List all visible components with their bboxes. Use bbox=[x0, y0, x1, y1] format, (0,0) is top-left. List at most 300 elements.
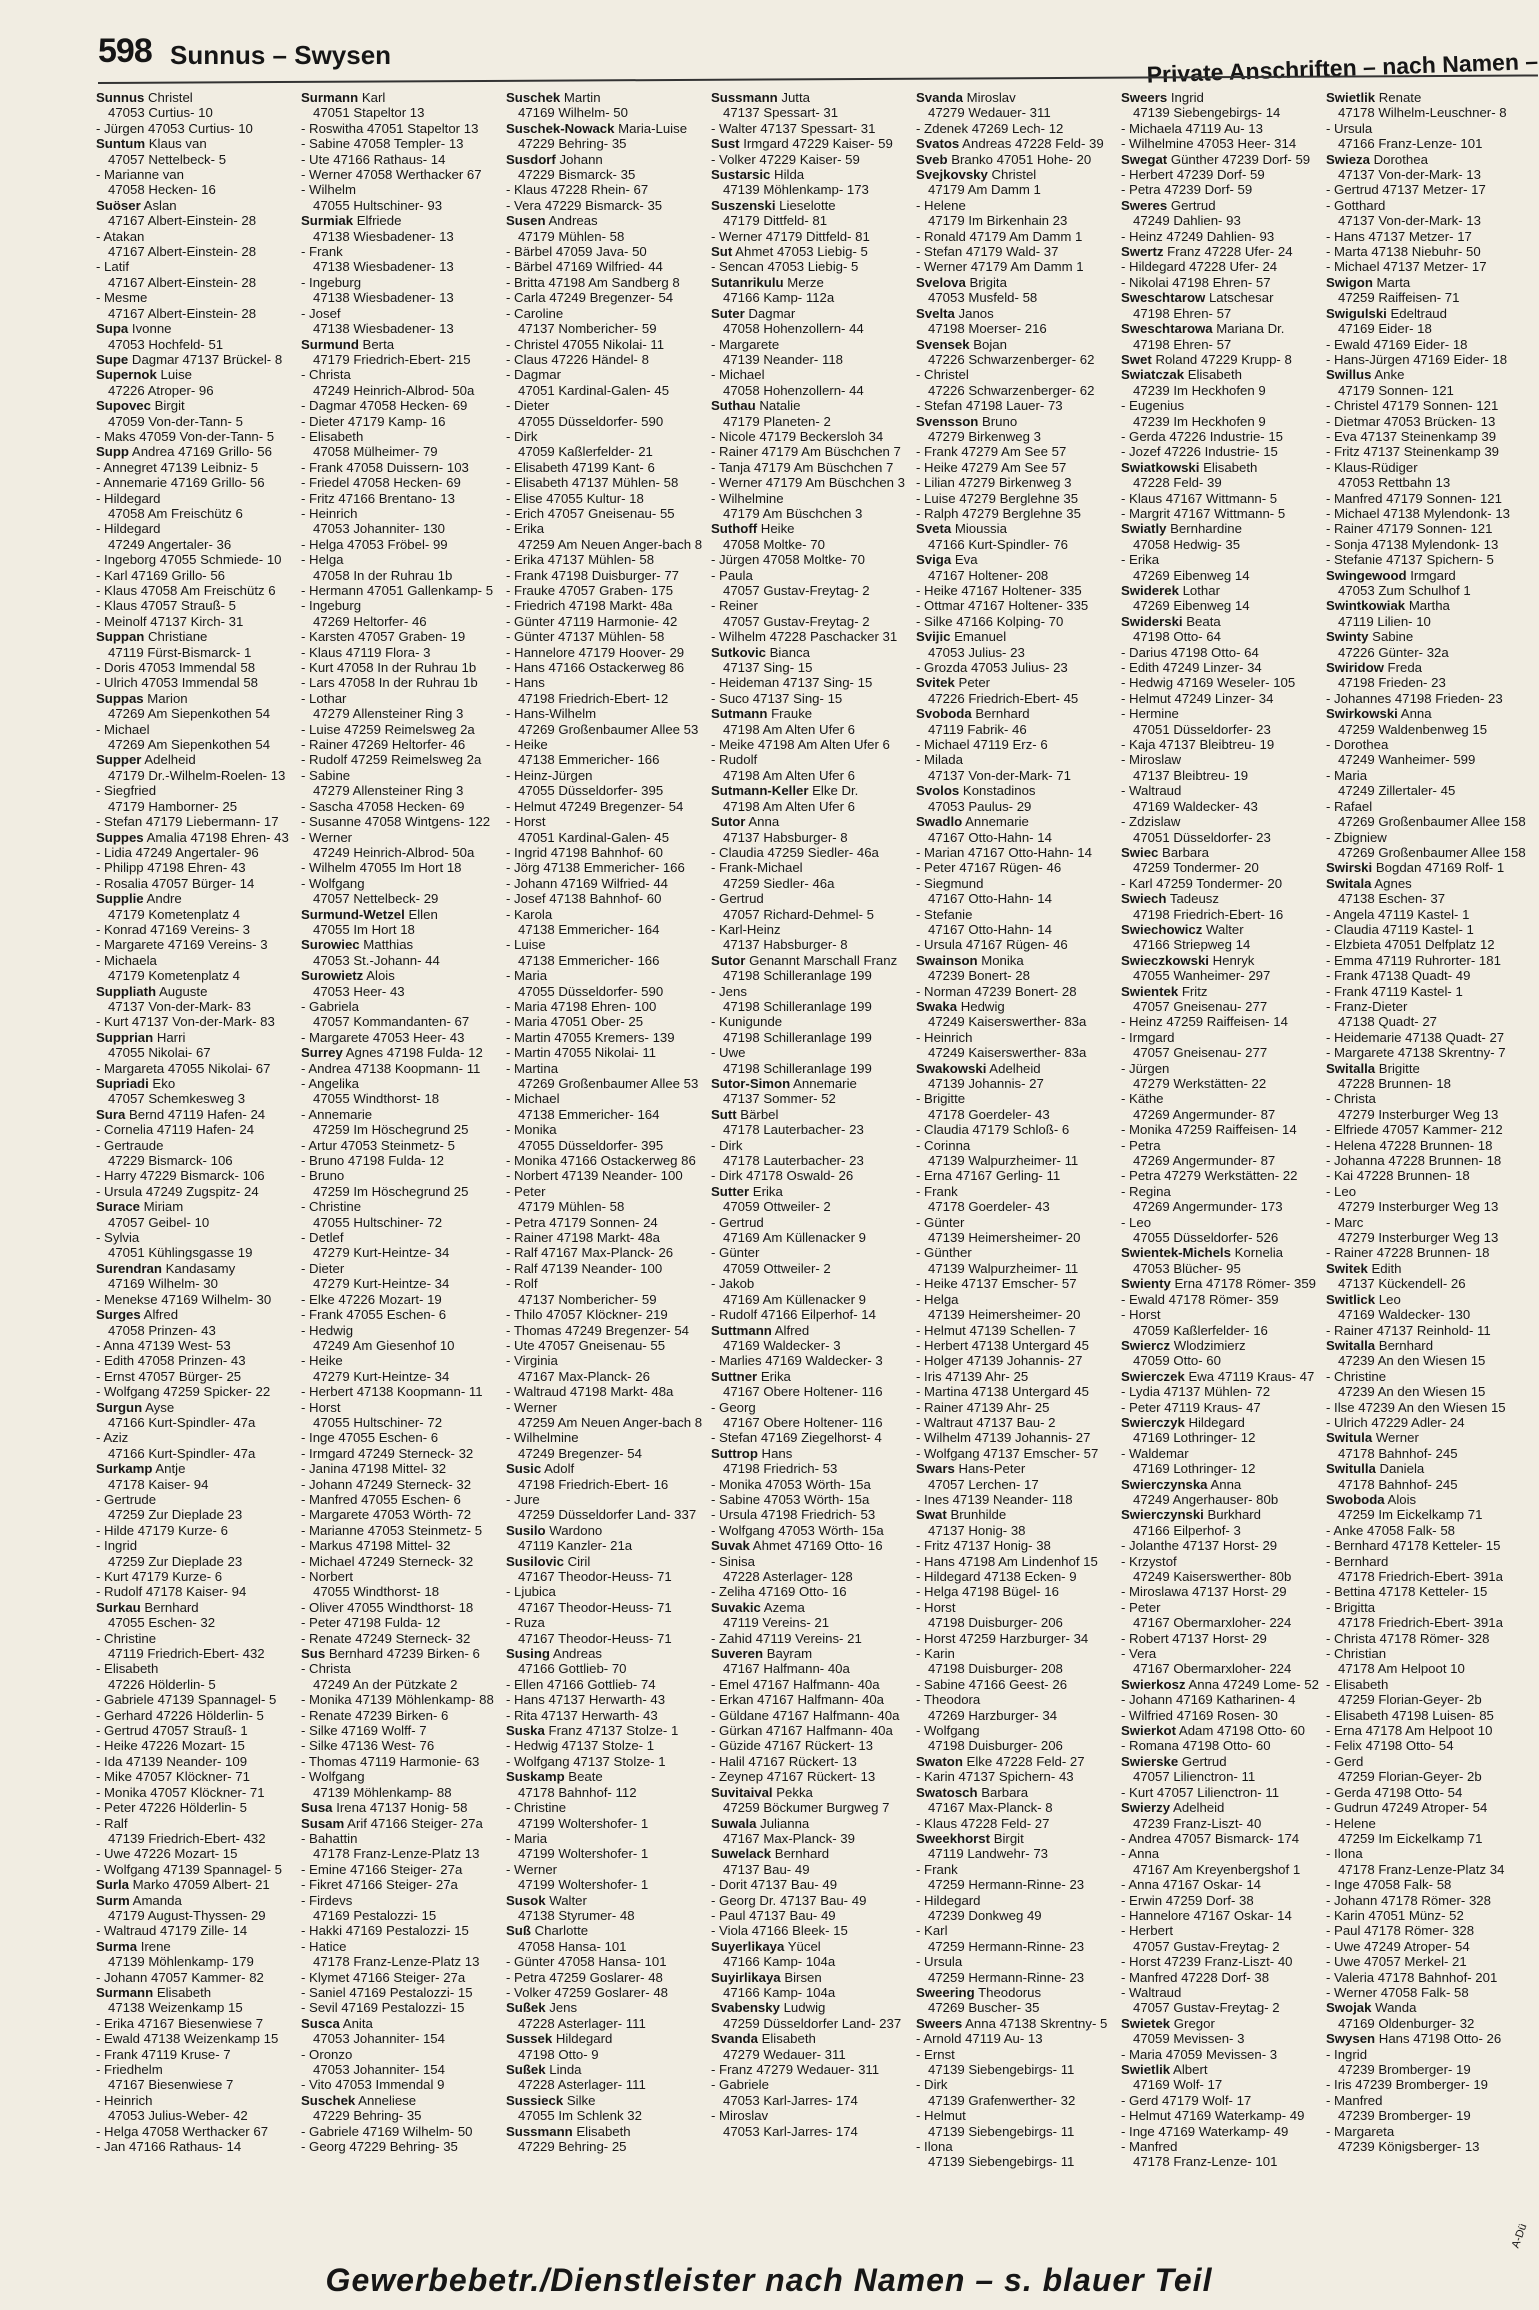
directory-line: - Sabine 47058 Templer- 13 bbox=[301, 136, 464, 152]
directory-line: - Norbert bbox=[301, 1569, 354, 1584]
directory-line: - Erna 47178 Am Helpoot 10 bbox=[1326, 1723, 1493, 1739]
directory-line: - Angela 47119 Kastel- 1 bbox=[1326, 906, 1470, 922]
directory-line: 47179 Dittfeld- 81 bbox=[723, 213, 828, 229]
directory-line: 47169 Waldecker- 130 bbox=[1338, 1307, 1471, 1323]
directory-line: 47259 Hermann-Rinne- 23 bbox=[928, 1938, 1085, 1954]
directory-line: Susen Andreas bbox=[506, 213, 598, 229]
surname: Sut bbox=[711, 244, 733, 260]
surname: Suß bbox=[506, 1923, 531, 1939]
directory-line: 47259 Raiffeisen- 71 bbox=[1338, 290, 1460, 306]
directory-line: 47269 Großenbaumer Allee 158 bbox=[1338, 814, 1526, 830]
surname: Swars bbox=[916, 1461, 955, 1477]
directory-line: - Elisabeth bbox=[96, 1661, 159, 1677]
directory-line: 47269 Angermunder- 173 bbox=[1133, 1199, 1283, 1215]
directory-line: Swakowski Adelheid bbox=[916, 1060, 1041, 1076]
directory-line: 47239 Königsberger- 13 bbox=[1338, 2139, 1480, 2155]
directory-line: 47058 Moltke- 70 bbox=[723, 536, 825, 552]
directory-line: - Elzbieta 47051 Delfplatz 12 bbox=[1326, 937, 1495, 953]
directory-line: 47058 Hohenzollern- 44 bbox=[723, 382, 864, 398]
directory-line: Svoboda Bernhard bbox=[916, 706, 1030, 722]
directory-line: Sutkovic Bianca bbox=[711, 644, 810, 660]
directory-line: - Robert 47137 Horst- 29 bbox=[1121, 1630, 1267, 1646]
directory-line: - Heinrich bbox=[916, 1029, 973, 1045]
directory-line: - Günter bbox=[916, 1214, 965, 1230]
surname: Swierkosz bbox=[1121, 1676, 1186, 1692]
surname: Susen bbox=[506, 213, 546, 229]
directory-line: - Klaus 47228 Rhein- 67 bbox=[506, 182, 649, 198]
surname: Swietek bbox=[1121, 2015, 1171, 2031]
surname: Swierczyk bbox=[1121, 1414, 1185, 1430]
directory-line: - Andrea 47057 Bismarck- 174 bbox=[1121, 1830, 1300, 1846]
directory-line: - Detlef bbox=[301, 1230, 344, 1246]
directory-line: - Firdevs bbox=[301, 1892, 353, 1908]
directory-line: 47279 Allensteiner Ring 3 bbox=[313, 706, 464, 722]
directory-line: 47259 Hermann-Rinne- 23 bbox=[928, 1969, 1085, 1985]
surname: Swingewood bbox=[1326, 567, 1407, 583]
directory-line: Sutter Erika bbox=[711, 1183, 783, 1199]
surname: Svanda bbox=[711, 2031, 758, 2047]
directory-line: Sutanrikulu Merze bbox=[711, 274, 824, 290]
directory-line: - Leo bbox=[1121, 1214, 1152, 1230]
directory-line: 47139 Möhlenkamp- 173 bbox=[723, 182, 869, 198]
directory-line: 47178 Bahnhof- 112 bbox=[518, 1784, 637, 1800]
directory-line: Swietlik Albert bbox=[1121, 2062, 1208, 2077]
directory-line: - Norbert 47139 Neander- 100 bbox=[506, 1168, 683, 1184]
directory-line: - Rudolf 47259 Reimelsweg 2a bbox=[301, 752, 482, 768]
directory-line: - Werner 47179 Am Büschchen 3 bbox=[711, 475, 906, 491]
directory-line: - Karin 47051 Münz- 52 bbox=[1326, 1907, 1464, 1923]
directory-line: - Christel 47055 Nikolai- 11 bbox=[506, 336, 665, 352]
surname: Sus bbox=[301, 1646, 326, 1662]
directory-line: Suveren Bayram bbox=[711, 1646, 813, 1662]
surname: Sweres bbox=[1121, 197, 1168, 213]
directory-line: 47249 Heinrich-Albrod- 50a bbox=[313, 382, 475, 398]
directory-line: 47178 Friedrich-Ebert- 391a bbox=[1338, 1569, 1503, 1584]
surname: Switek bbox=[1326, 1260, 1368, 1276]
directory-line: - Wolfgang bbox=[301, 875, 365, 891]
directory-line: 47137 Bau- 49 bbox=[723, 1861, 810, 1877]
directory-line: - Stefan 47179 Liebermann- 17 bbox=[96, 814, 279, 830]
directory-line: - Konrad 47169 Vereins- 3 bbox=[96, 921, 250, 937]
directory-line: Switek Edith bbox=[1326, 1260, 1402, 1276]
directory-line: 47239 Bonert- 28 bbox=[928, 968, 1030, 984]
directory-line: - Dieter 47179 Kamp- 16 bbox=[301, 413, 446, 429]
directory-line: Surm Amanda bbox=[96, 1892, 182, 1908]
directory-line: Sut Ahmet 47053 Liebig- 5 bbox=[711, 244, 868, 260]
directory-line: - Uwe 47057 Merkel- 21 bbox=[1326, 1954, 1467, 1970]
section-title: Private Anschriften – nach Namen – bbox=[1146, 48, 1539, 88]
directory-line: - Ernst 47057 Bürger- 25 bbox=[96, 1368, 242, 1384]
directory-line: - Hedwig 47137 Stolze- 1 bbox=[506, 1738, 655, 1754]
directory-line: - Maks 47059 Von-der-Tann- 5 bbox=[96, 428, 275, 444]
directory-line: 47198 Am Alten Ufer 6 bbox=[723, 798, 855, 814]
directory-line: - Karola bbox=[506, 906, 553, 922]
surname: Suthau bbox=[711, 398, 756, 414]
directory-line: 47259 Im Höschegrund 25 bbox=[313, 1122, 469, 1138]
directory-line: - Friedrich 47198 Markt- 48a bbox=[506, 598, 673, 614]
directory-line: Suthoff Heike bbox=[711, 521, 795, 537]
directory-line: Swiatly Bernhardine bbox=[1121, 521, 1242, 537]
directory-line: 47198 Ehren- 57 bbox=[1133, 305, 1232, 321]
directory-line: - Christa 47178 Römer- 328 bbox=[1326, 1630, 1490, 1646]
directory-line: 47053 Blücher- 95 bbox=[1133, 1260, 1241, 1276]
surname: Suppliath bbox=[96, 983, 157, 999]
surname: Surges bbox=[96, 1307, 141, 1323]
surname: Swigon bbox=[1326, 274, 1373, 290]
directory-line: - Ruza bbox=[506, 1615, 545, 1631]
directory-line: 47279 Kurt-Heintze- 34 bbox=[313, 1245, 450, 1261]
directory-line: Suyirlikaya Birsen bbox=[711, 1969, 822, 1985]
directory-line: - Heinz 47259 Raiffeisen- 14 bbox=[1121, 1014, 1288, 1030]
directory-line: - Stefanie bbox=[916, 906, 973, 922]
surname: Svensson bbox=[916, 413, 979, 429]
directory-line: Swojak Wanda bbox=[1326, 2000, 1417, 2016]
directory-line: 47167 Albert-Einstein- 28 bbox=[108, 305, 257, 321]
directory-line: Supprian Harri bbox=[96, 1029, 186, 1045]
surname: Susilo bbox=[506, 1522, 546, 1538]
directory-line: 47178 Franz-Lenze-Platz 34 bbox=[1338, 1861, 1505, 1877]
directory-line: - Bruno 47198 Fulda- 12 bbox=[301, 1153, 444, 1169]
directory-line: - Sonja 47138 Mylendonk- 13 bbox=[1326, 536, 1499, 552]
directory-line: Surmann Karl bbox=[301, 90, 386, 105]
surname: Sunnus bbox=[96, 90, 145, 105]
directory-line: - Bärbel 47059 Java- 50 bbox=[506, 244, 647, 260]
directory-line: - Uwe 47249 Atroper- 54 bbox=[1326, 1938, 1470, 1954]
directory-line: Sutmann Frauke bbox=[711, 706, 813, 722]
directory-line: - Corinna bbox=[916, 1137, 971, 1153]
directory-line: 47178 Goerdeler- 43 bbox=[928, 1199, 1050, 1215]
directory-line: - Maria bbox=[1326, 767, 1368, 783]
surname: Swiatczak bbox=[1121, 367, 1185, 383]
directory-line: Swieza Dorothea bbox=[1326, 151, 1428, 167]
directory-line: - Gertrud bbox=[711, 1214, 764, 1230]
directory-line: - Rainer 47198 Markt- 48a bbox=[506, 1230, 660, 1246]
directory-line: - Fritz 47137 Steinenkamp 39 bbox=[1326, 444, 1499, 460]
surname: Sutanrikulu bbox=[711, 274, 784, 290]
directory-line: - Renate 47239 Birken- 6 bbox=[301, 1707, 449, 1723]
directory-line: 47167 Obere Holtener- 116 bbox=[723, 1414, 883, 1430]
surname: Supriadi bbox=[96, 1076, 149, 1091]
directory-line: - Nicole 47179 Beckersloh 34 bbox=[711, 428, 884, 444]
directory-line: - Gotthard bbox=[1326, 197, 1386, 213]
directory-line: - Jolanthe 47137 Horst- 29 bbox=[1121, 1538, 1278, 1554]
directory-line: Svelova Brigita bbox=[916, 274, 1007, 290]
directory-line: - Frank bbox=[916, 1861, 958, 1877]
surname: Swigulski bbox=[1326, 305, 1387, 321]
directory-line: 47167 Albert-Einstein- 28 bbox=[108, 274, 257, 290]
surname: Suttner bbox=[711, 1368, 758, 1384]
directory-line: - Leo bbox=[1326, 1183, 1357, 1199]
directory-line: - Hedwig bbox=[301, 1322, 354, 1338]
directory-line: - Jan 47166 Rathaus- 14 bbox=[96, 2139, 242, 2155]
directory-line: - Bettina 47178 Ketteler- 15 bbox=[1326, 1584, 1488, 1600]
directory-line: 47269 Angermunder- 87 bbox=[1133, 1106, 1276, 1122]
directory-line: Surla Marko 47059 Albert- 21 bbox=[96, 1877, 270, 1893]
directory-line: 47057 Lerchen- 17 bbox=[928, 1476, 1039, 1492]
directory-line: 47055 Windthorst- 18 bbox=[313, 1091, 440, 1107]
directory-line: 47239 Donkweg 49 bbox=[928, 1907, 1042, 1923]
directory-line: - Marta 47138 Niebuhr- 50 bbox=[1326, 244, 1481, 260]
directory-line: - Zdzislaw bbox=[1121, 814, 1181, 830]
directory-line: 47053 Johanniter- 130 bbox=[313, 521, 445, 537]
directory-line: Swingewood Irmgard bbox=[1326, 567, 1456, 583]
directory-line: - Angelika bbox=[301, 1076, 359, 1091]
surname: Swiec bbox=[1121, 844, 1159, 860]
directory-line: 47259 Im Eickelkamp 71 bbox=[1338, 1830, 1483, 1846]
directory-line: - Susanne 47058 Wintgens- 122 bbox=[301, 814, 491, 830]
directory-line: - Luise 47279 Berglehne 35 bbox=[916, 490, 1079, 506]
directory-line: - Fikret 47166 Steiger- 27a bbox=[301, 1877, 458, 1893]
surname: Surla bbox=[96, 1877, 129, 1893]
directory-line: 47167 Theodor-Heuss- 71 bbox=[518, 1569, 672, 1584]
directory-line: - Ursula 47167 Rügen- 46 bbox=[916, 937, 1068, 953]
directory-line: - Elisabeth 47198 Luisen- 85 bbox=[1326, 1707, 1494, 1723]
directory-line: 47279 Insterburger Weg 13 bbox=[1338, 1199, 1499, 1215]
directory-line: - Irmgard 47249 Sterneck- 32 bbox=[301, 1445, 474, 1461]
directory-line: - Horst bbox=[1121, 1307, 1161, 1323]
directory-line: 47139 Siebengebirgs- 14 bbox=[1133, 105, 1281, 121]
directory-line: - Mike 47057 Klöckner- 71 bbox=[96, 1769, 250, 1785]
directory-line: - Martin 47055 Nikolai- 11 bbox=[506, 1045, 657, 1061]
directory-line: - Claudia 47259 Siedler- 46a bbox=[711, 844, 879, 860]
directory-line: Sussek Hildegard bbox=[506, 2031, 613, 2047]
directory-line: - Hedwig 47169 Weseler- 105 bbox=[1121, 675, 1296, 691]
surname: Swieza bbox=[1326, 151, 1370, 167]
page-number: 598 bbox=[98, 32, 152, 70]
directory-line: - Dagmar 47058 Hecken- 69 bbox=[301, 398, 468, 414]
directory-line: 47178 Lauterbacher- 23 bbox=[723, 1153, 864, 1169]
directory-line: - Regina bbox=[1121, 1183, 1171, 1199]
surname: Swietlik bbox=[1121, 2062, 1171, 2077]
directory-line: - Werner 47179 Am Damm 1 bbox=[916, 259, 1084, 275]
directory-line: - Waltraut 47137 Bau- 2 bbox=[916, 1414, 1056, 1430]
directory-line: 47167 Otto-Hahn- 14 bbox=[928, 921, 1052, 937]
surname: Sussieck bbox=[506, 2092, 564, 2108]
directory-line: 47138 Wiesbadener- 13 bbox=[313, 259, 454, 275]
directory-line: - Christa bbox=[1326, 1091, 1376, 1107]
surname: Switalla bbox=[1326, 1060, 1376, 1076]
directory-line: Suwala Julianna bbox=[711, 1815, 810, 1831]
surname: Susca bbox=[301, 2015, 340, 2031]
directory-line: - Rainer 47228 Brunnen- 18 bbox=[1326, 1245, 1490, 1261]
directory-line: - Ingeburg bbox=[301, 274, 362, 290]
directory-line: 47179 Mühlen- 58 bbox=[518, 1199, 625, 1215]
column-4 bbox=[711, 90, 906, 2250]
directory-line: - Marian 47167 Otto-Hahn- 14 bbox=[916, 844, 1092, 860]
directory-line: Swintkowiak Martha bbox=[1326, 598, 1450, 614]
surname: Swintkowiak bbox=[1326, 598, 1406, 614]
directory-line: - Stefanie 47137 Spichern- 5 bbox=[1326, 552, 1494, 568]
directory-line: - Johann 47057 Kammer- 82 bbox=[96, 1969, 264, 1985]
surname: Swadlo bbox=[916, 814, 963, 830]
directory-line: - Doris 47053 Immendal 58 bbox=[96, 660, 256, 676]
surname: Sweering bbox=[916, 1984, 975, 2000]
directory-line: - Erika 47137 Mühlen- 58 bbox=[506, 552, 655, 568]
directory-line: - Ute 47166 Rathaus- 14 bbox=[301, 151, 446, 167]
directory-line: - Claudia 47179 Schloß- 6 bbox=[916, 1122, 1070, 1138]
directory-line: - Brigitta bbox=[1326, 1599, 1376, 1615]
surname: Sussmann bbox=[711, 90, 778, 105]
directory-line: - Georg Dr. 47137 Bau- 49 bbox=[711, 1892, 867, 1908]
directory-line: - Ralf 47167 Max-Planck- 26 bbox=[506, 1245, 674, 1261]
directory-line: - Roswitha 47051 Stapeltor 13 bbox=[301, 120, 479, 136]
surname: Sutt bbox=[711, 1106, 737, 1122]
directory-line: - Stefan 47179 Wald- 37 bbox=[916, 244, 1059, 260]
directory-line: 47167 Biesenwiese 7 bbox=[108, 2077, 234, 2093]
directory-line: Surowietz Alois bbox=[301, 968, 395, 984]
directory-line: - Annegret 47139 Leibniz- 5 bbox=[96, 459, 259, 475]
directory-line: Sußek Jens bbox=[506, 2000, 578, 2016]
directory-line: 47137 Von-der-Mark- 71 bbox=[928, 767, 1071, 783]
directory-line: 47057 Gneisenau- 277 bbox=[1133, 998, 1268, 1014]
surname: Surm bbox=[96, 1892, 130, 1908]
directory-line: - Heinz 47249 Dahlien- 93 bbox=[1121, 228, 1275, 244]
directory-line: 47055 Düsseldorfer- 526 bbox=[1133, 1230, 1279, 1246]
directory-line: - Cornelia 47119 Hafen- 24 bbox=[96, 1122, 255, 1138]
directory-line: 47166 Kurt-Spindler- 76 bbox=[928, 536, 1069, 552]
directory-line: 47249 Dahlien- 93 bbox=[1133, 213, 1241, 229]
directory-line: - Gabriela bbox=[301, 998, 359, 1014]
directory-line: 47199 Woltershofer- 1 bbox=[518, 1815, 649, 1831]
directory-line: - Friedhelm bbox=[96, 2062, 163, 2077]
directory-line: 47055 Im Hort 18 bbox=[313, 921, 415, 937]
directory-line: 47249 Angerhauser- 80b bbox=[1133, 1491, 1279, 1507]
directory-line: - Ottmar 47167 Holtener- 335 bbox=[916, 598, 1089, 614]
directory-line: Swierzy Adelheid bbox=[1121, 1800, 1225, 1816]
directory-line: 47198 Schilleranlage 199 bbox=[723, 1029, 872, 1045]
surname: Suvak bbox=[711, 1538, 750, 1554]
directory-line: - Manfred 47228 Dorf- 38 bbox=[1121, 1969, 1270, 1985]
directory-line: - Elke 47226 Mozart- 19 bbox=[301, 1291, 442, 1307]
directory-line: - Dietmar 47053 Brücken- 13 bbox=[1326, 413, 1496, 429]
directory-line: - Günter 47058 Hansa- 101 bbox=[506, 1954, 667, 1970]
directory-line: 47178 Kaiser- 94 bbox=[108, 1476, 209, 1492]
directory-line: - Güldane 47167 Halfmann- 40a bbox=[711, 1707, 900, 1723]
directory-line: - Heike bbox=[506, 737, 548, 753]
directory-line: - Virginia bbox=[506, 1353, 558, 1369]
surname: Sußek bbox=[506, 2062, 546, 2077]
directory-line: Susilo Wardono bbox=[506, 1522, 603, 1538]
directory-line: Susok Walter bbox=[506, 1892, 587, 1908]
directory-line: 47137 Von-der-Mark- 13 bbox=[1338, 213, 1481, 229]
directory-line: 47249 Kaiserswerther- 83a bbox=[928, 1014, 1087, 1030]
directory-line: Suschek-Nowack Maria-Luise bbox=[506, 120, 688, 136]
directory-line: - Nikolai 47198 Ehren- 57 bbox=[1121, 274, 1271, 290]
directory-line: - Sevil 47169 Pestalozzi- 15 bbox=[301, 2000, 465, 2016]
directory-line: - Margareta 47055 Nikolai- 67 bbox=[96, 1060, 271, 1076]
directory-line: Svatos Andreas 47228 Feld- 39 bbox=[916, 136, 1104, 152]
directory-line: 47226 Günter- 32a bbox=[1338, 644, 1449, 660]
directory-line: - Rainer 47179 Sonnen- 121 bbox=[1326, 521, 1493, 537]
directory-line: 47119 Fürst-Bismarck- 1 bbox=[108, 644, 252, 660]
directory-line: 47137 Von-der-Mark- 13 bbox=[1338, 167, 1481, 183]
directory-line: Swienty Erna 47178 Römer- 359 bbox=[1121, 1276, 1316, 1292]
directory-line: - Peter 47198 Fulda- 12 bbox=[301, 1615, 441, 1631]
directory-line: Susing Andreas bbox=[506, 1646, 603, 1662]
directory-line: 47051 Kühlingsgasse 19 bbox=[108, 1245, 253, 1261]
directory-line: - Ursula 47249 Zugspitz- 24 bbox=[96, 1183, 259, 1199]
directory-line: - Bärbel 47169 Wilfried- 44 bbox=[506, 259, 663, 275]
directory-line: Suttner Erika bbox=[711, 1368, 791, 1384]
surname: Swientek-Michels bbox=[1121, 1245, 1231, 1261]
directory-line: - Wolfgang bbox=[916, 1723, 980, 1739]
directory-line: - Petra 47239 Dorf- 59 bbox=[1121, 182, 1253, 198]
directory-line: 47179 Dr.-Wilhelm-Roelen- 13 bbox=[108, 767, 286, 783]
directory-line: 47053 Musfeld- 58 bbox=[928, 290, 1038, 306]
directory-line: 47198 Otto- 64 bbox=[1133, 629, 1221, 645]
directory-line: - Elisabeth bbox=[1326, 1676, 1389, 1692]
directory-line: Swientek-Michels Kornelia bbox=[1121, 1245, 1283, 1261]
directory-line: 47228 Asterlager- 111 bbox=[518, 2015, 646, 2031]
directory-line: 47057 Nettelbeck- 5 bbox=[108, 151, 227, 167]
directory-line: - Günter bbox=[711, 1245, 760, 1261]
directory-line: - Dorit 47137 Bau- 49 bbox=[711, 1877, 838, 1893]
directory-line: - Vera 47229 Bismarck- 35 bbox=[506, 197, 663, 213]
directory-line: - Wilhelmine bbox=[506, 1430, 579, 1446]
directory-line: 47166 Eilperhof- 3 bbox=[1133, 1522, 1241, 1538]
directory-line: - Wilhelmine bbox=[711, 490, 784, 506]
directory-line: - Friedel 47058 Hecken- 69 bbox=[301, 475, 461, 491]
directory-line: - Uwe bbox=[711, 1045, 746, 1061]
directory-line: - Dagmar bbox=[506, 367, 561, 383]
directory-line: Supriadi Eko bbox=[96, 1076, 176, 1091]
directory-line: 47178 Lauterbacher- 23 bbox=[723, 1122, 864, 1138]
directory-line: 47119 Kanzler- 21a bbox=[518, 1538, 633, 1554]
surname: Suvitaival bbox=[711, 1784, 773, 1800]
directory-line: Swiatczak Elisabeth bbox=[1121, 367, 1242, 383]
directory-line: - Lothar bbox=[301, 690, 347, 706]
directory-line: - Wilhelm 47139 Johannis- 27 bbox=[916, 1430, 1091, 1446]
directory-line: - Romana 47198 Otto- 60 bbox=[1121, 1738, 1271, 1754]
directory-line: 47249 Heinrich-Albrod- 50a bbox=[313, 844, 475, 860]
directory-line: - Hermine bbox=[1121, 706, 1179, 722]
directory-line: - Miroslav bbox=[711, 2108, 769, 2124]
directory-line: - Hakki 47169 Pestalozzi- 15 bbox=[301, 1923, 469, 1939]
surname: Swat bbox=[916, 1507, 947, 1523]
surname: Supplie bbox=[96, 891, 144, 907]
directory-line: 47169 Wilhelm- 50 bbox=[518, 105, 628, 121]
surname: Suter bbox=[711, 305, 745, 321]
directory-line: - Klaus 47058 Am Freischütz 6 bbox=[96, 583, 276, 598]
directory-line: - Johannes 47198 Frieden- 23 bbox=[1326, 690, 1503, 706]
directory-line: Swierkosz Anna 47249 Lome- 52 bbox=[1121, 1676, 1319, 1692]
directory-line: - Volker 47229 Kaiser- 59 bbox=[711, 151, 860, 167]
surname: Surmann bbox=[301, 90, 359, 105]
directory-line: - Marlies 47169 Waldecker- 3 bbox=[711, 1353, 883, 1369]
directory-line: - Elisabeth 47199 Kant- 6 bbox=[506, 459, 655, 475]
directory-line: - Ronald 47179 Am Damm 1 bbox=[916, 228, 1083, 244]
directory-line: - Erkan 47167 Halfmann- 40a bbox=[711, 1692, 885, 1708]
directory-line: - Erwin 47259 Dorf- 38 bbox=[1121, 1892, 1254, 1908]
surname: Sviga bbox=[916, 552, 952, 568]
directory-line: - Helena 47228 Brunnen- 18 bbox=[1326, 1137, 1493, 1153]
surname: Swinty bbox=[1326, 629, 1369, 645]
directory-line: - Claus 47226 Händel- 8 bbox=[506, 351, 649, 367]
directory-line: 47051 Kardinal-Galen- 45 bbox=[518, 382, 670, 398]
directory-line: - Rolf bbox=[506, 1276, 538, 1292]
directory-line: 47119 Fabrik- 46 bbox=[928, 721, 1027, 737]
surname: Sveb bbox=[916, 151, 948, 167]
directory-line: - Hannelore 47167 Oskar- 14 bbox=[1121, 1907, 1292, 1923]
surname: Supovec bbox=[96, 398, 151, 414]
directory-line: - Petra 47279 Werkstätten- 22 bbox=[1121, 1168, 1298, 1184]
directory-line: - Gudrun 47249 Atroper- 54 bbox=[1326, 1800, 1488, 1816]
directory-line: Surkamp Antje bbox=[96, 1461, 186, 1477]
directory-line: - Rosalia 47057 Bürger- 14 bbox=[96, 875, 255, 891]
directory-line: 47279 Wedauer- 311 bbox=[928, 105, 1051, 121]
directory-line: - Ute 47057 Gneisenau- 55 bbox=[506, 1337, 666, 1353]
directory-line: 47259 Hermann-Rinne- 23 bbox=[928, 1877, 1085, 1893]
